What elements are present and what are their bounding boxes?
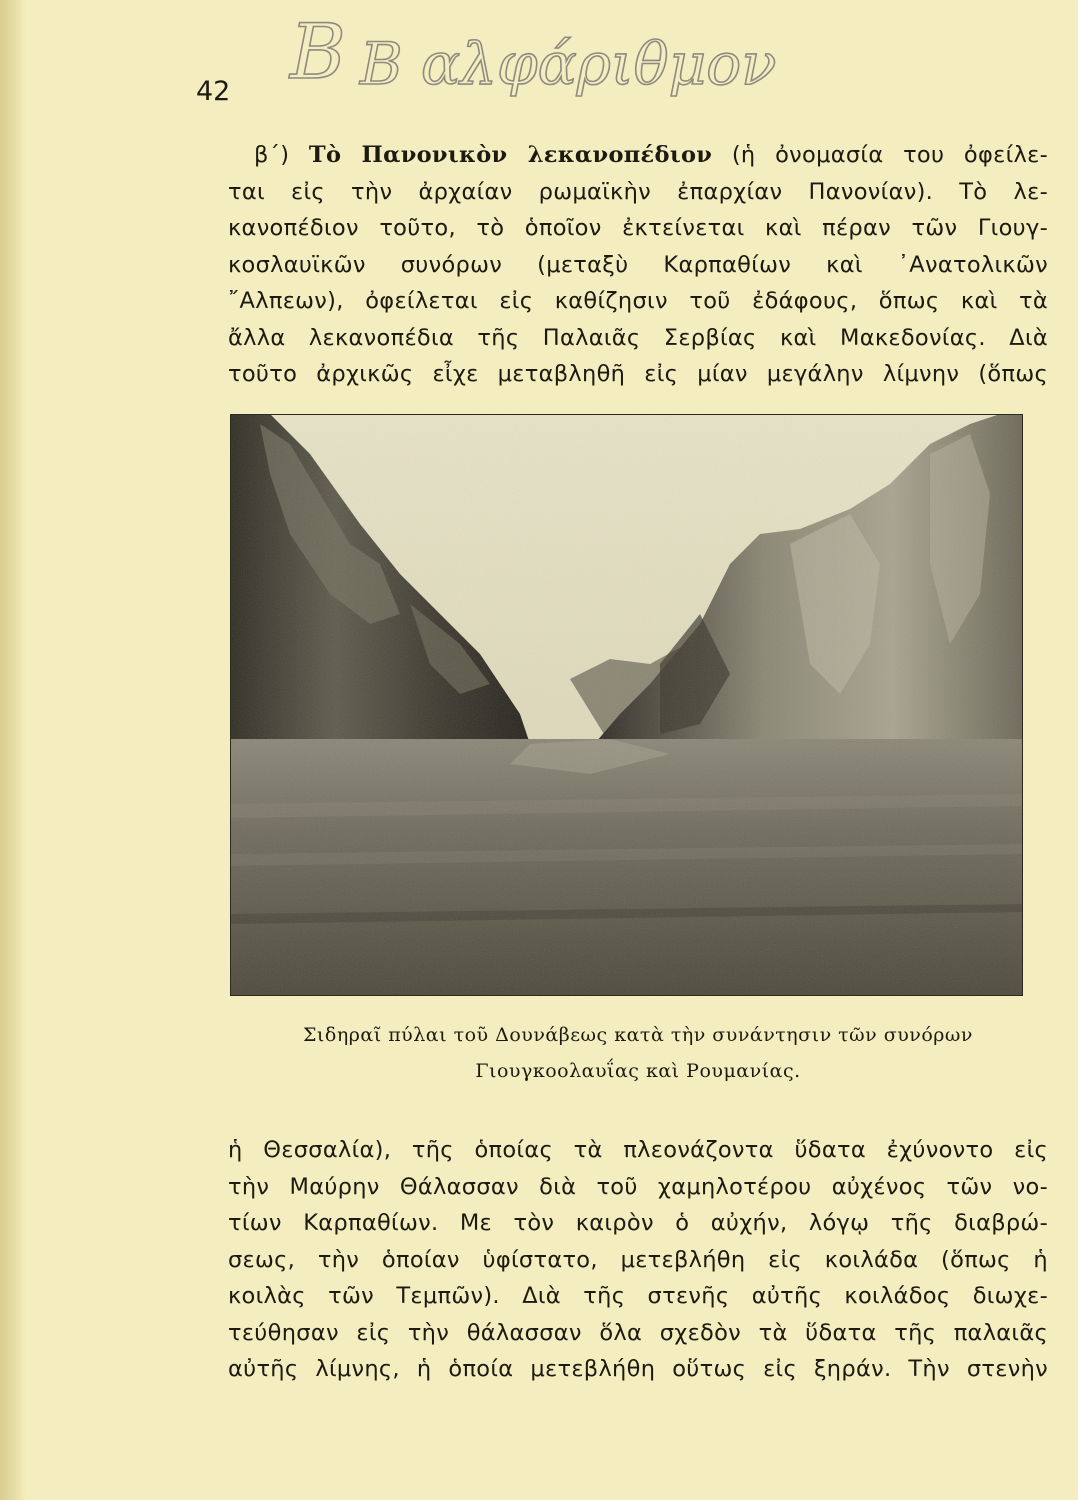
handwritten-annotation [280,0,777,125]
text-line-part: (ἡ ὀνομασία του ὀφείλε- [712,142,1048,168]
text-line: ἄλλα λεκανοπέδια τῆς Παλαιᾶς Σερβίας καὶ Μακεδονίας. Διὰ [228,324,1048,351]
text-line: τοῦτο ἀρχικῶς εἶχε μεταβληθῆ εἰς μίαν μεγάλην λίμνην (ὅπως [228,361,1048,387]
text-line: κοσλαυϊκῶν συνόρων (μεταξὺ Καρπαθίων καὶ ᾿Ανατολικῶν [228,251,1048,278]
figure-caption-line-1: Σιδηραῖ πύλαι τοῦ Δουνάβεως κατὰ τὴν συνάντησιν τῶν συνόρων [303,1024,973,1046]
iron-gates-photograph [230,414,1023,996]
figure-caption-line-2: Γιουγκοολαυΐας καὶ Ρουμανίας. [475,1060,801,1082]
text-line: ῎Αλπεων), ὀφείλεται εἰς καθίζησιν τοῦ ἐδάφους, ὅπως καὶ τὰ [228,288,1048,314]
text-line: κοιλὰς τῶν Τεμπῶν). Διὰ τῆς στενῆς αὐτῆς κοιλάδος διωχε- [228,1283,1048,1309]
page-number: 42 [196,76,231,107]
text-line: τίων Καρπαθίων. Με τὸν καιρὸν ὁ αὐχήν, λόγῳ τῆς διαβρώ- [228,1210,1048,1236]
text-line: ἡ Θεσσαλία), τῆς ὁποίας τὰ πλεονάζοντα ὕδατα ἐχύνοντο εἰς [228,1137,1048,1163]
paragraph-pannonian-basin [228,137,1048,393]
page-gutter-shadow [0,0,26,1500]
paragraph-thessaly-valley [228,1132,1048,1388]
svg-text:B αλφάριθμον: B αλφάριθμον [360,30,777,98]
text-line: τὴν Μαύρην Θάλασσαν διὰ τοῦ χαμηλοτέρου αὐχένος τῶν νο- [228,1173,1048,1200]
text-line: αὐτῆς λίμνης, ἡ ὁποία μετεβλήθη οὕτως εἰς ξηράν. Τὴν στενὴν [228,1356,1048,1382]
text-line: σεως, τὴν ὁποίαν ὑφίστατο, μετεβλήθη εἰς κοιλάδα (ὅπως ἡ [228,1246,1048,1273]
heading-prefix: β΄) [254,142,309,168]
text-line: τεύθησαν εἰς τὴν θάλασσαν ὅλα σχεδὸν τὰ ὕδατα τῆς παλαιᾶς [228,1319,1048,1346]
svg-text:B: B [290,7,346,96]
section-heading: Τὸ Πανονικὸν λεκανοπέδιον [308,142,713,168]
text-line: κανοπέδιον τοῦτο, τὸ ὁποῖον ἐκτείνεται καὶ πέραν τῶν Γιουγ- [228,215,1048,241]
text-line [228,137,1048,174]
text-line: ται εἰς τὴν ἀρχαίαν ρωμαϊκὴν ἐπαρχίαν Πανονίαν). Τὸ λε- [228,178,1048,205]
